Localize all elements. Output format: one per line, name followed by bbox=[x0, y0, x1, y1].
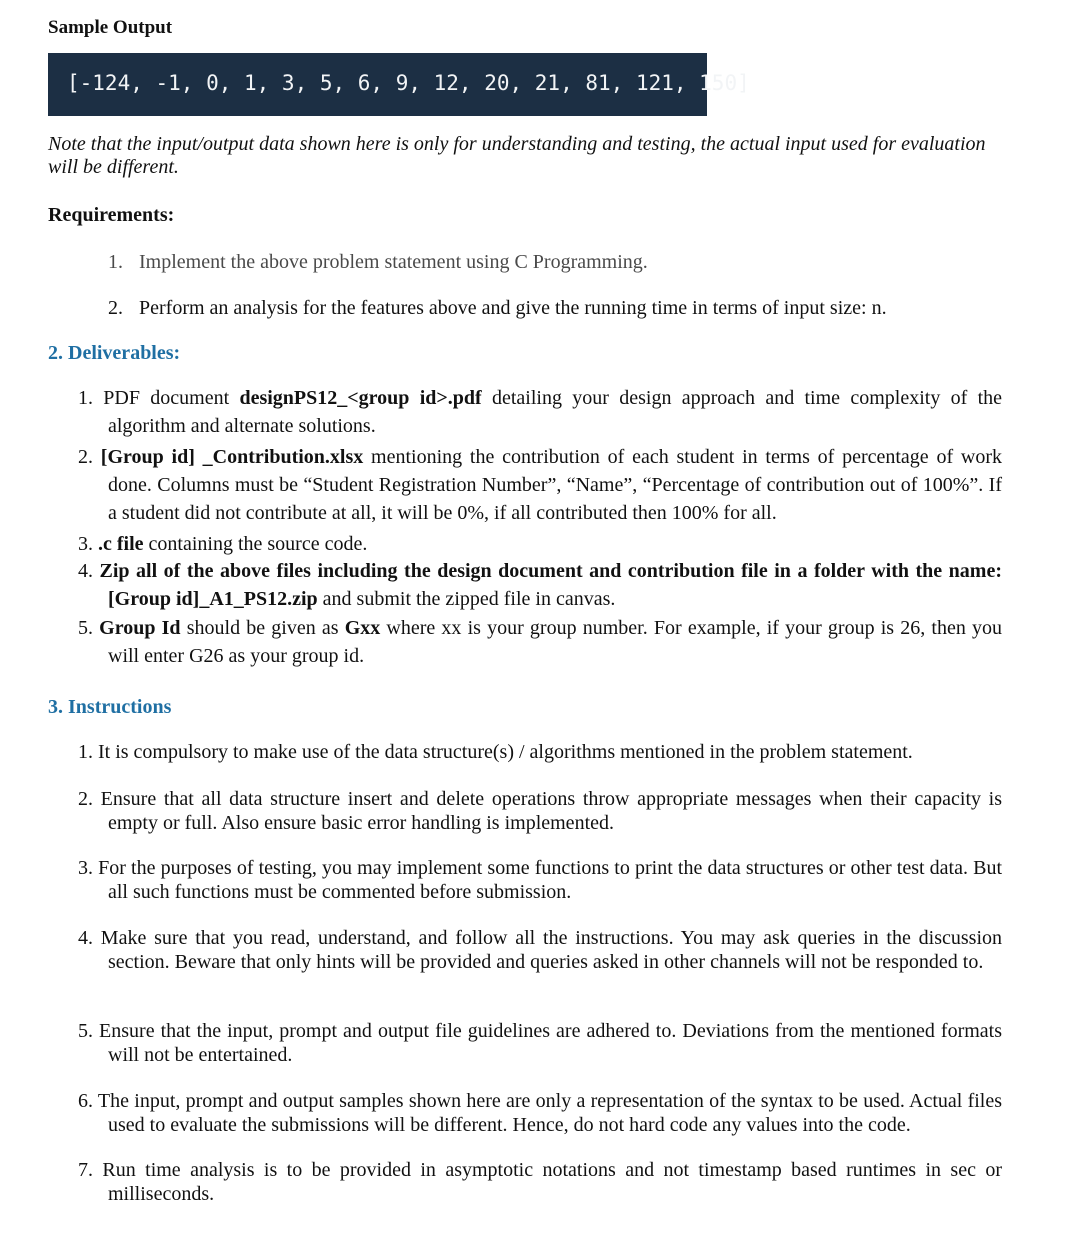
requirement-item bbox=[108, 297, 1008, 320]
item-text: and submit the zipped file in canvas. bbox=[317, 588, 616, 610]
item-bold-text: Gxx bbox=[344, 617, 381, 639]
item-number: 3. bbox=[78, 533, 93, 555]
item-number: 2. bbox=[78, 788, 93, 810]
requirement-number: 1. bbox=[108, 251, 123, 273]
item-text: Ensure that all data structure insert and delete operations throw appropriate messages when their capacity is empty or full. Also ensure basic error handling is implemented. bbox=[100, 788, 1003, 834]
item-bold-text: Group Id bbox=[99, 617, 181, 639]
item-text: containing the source code. bbox=[143, 533, 368, 555]
deliverable-item bbox=[78, 384, 1002, 440]
item-text: should be given as bbox=[180, 617, 345, 639]
item-bold-text: designPS12_<group id>.pdf bbox=[239, 387, 482, 409]
deliverable-item bbox=[78, 443, 1002, 527]
item-number: 5. bbox=[78, 617, 93, 639]
instruction-item bbox=[78, 856, 1002, 904]
item-text: where xx is your group number. For example, if your group is 26, then you will enter G26 as your group id. bbox=[108, 617, 1003, 667]
instruction-item bbox=[78, 1019, 1002, 1067]
instructions-heading: 3. Instructions bbox=[48, 696, 172, 718]
requirement-text: Perform an analysis for the features above and give the running time in terms of input size: n. bbox=[139, 297, 887, 319]
requirement-item bbox=[108, 251, 1008, 274]
item-text: The input, prompt and output samples shown here are only a representation of the syntax to be used. Actual files used to evaluate the submissions will be different. Hence, do not hard code any values into the code. bbox=[97, 1090, 1003, 1136]
sample-output-code-block: [-124, -1, 0, 1, 3, 5, 6, 9, 12, 20, 21, 81, 121, 150] bbox=[48, 53, 707, 116]
instruction-item bbox=[78, 1089, 1002, 1137]
item-number: 2. bbox=[78, 446, 93, 468]
item-number: 1. bbox=[78, 741, 93, 763]
item-number: 4. bbox=[78, 927, 93, 949]
requirement-number: 2. bbox=[108, 297, 123, 319]
item-text: It is compulsory to make use of the data structure(s) / algorithms mentioned in the problem statement. bbox=[98, 741, 913, 763]
item-number: 3. bbox=[78, 857, 93, 879]
item-bold-text: .c file bbox=[98, 533, 144, 555]
requirement-text: Implement the above problem statement using C Programming. bbox=[139, 251, 648, 273]
instruction-item bbox=[78, 787, 1002, 835]
item-text: For the purposes of testing, you may implement some functions to print the data structures or other test data. But all such functions must be commented before submission. bbox=[98, 857, 1002, 903]
instruction-item bbox=[78, 740, 1002, 764]
item-text: Ensure that the input, prompt and output file guidelines are adhered to. Deviations from the mentioned formats will not be entertained. bbox=[99, 1020, 1003, 1066]
instruction-item bbox=[78, 926, 1002, 974]
instruction-item bbox=[78, 1158, 1002, 1206]
item-number: 7. bbox=[78, 1159, 93, 1181]
item-text: Run time analysis is to be provided in asymptotic notations and not timestamp based runtimes in sec or milliseconds. bbox=[102, 1159, 1003, 1205]
item-text: PDF document bbox=[103, 387, 240, 409]
item-text: detailing your design approach and time complexity of the algorithm and alternate solutions. bbox=[108, 387, 1002, 437]
item-number: 5. bbox=[78, 1020, 93, 1042]
item-text: mentioning the contribution of each student in terms of percentage of work done. Columns must be “Student Registration Number”, “Name”, “Percentage of contribution out of 100%”. If a student did not contribute at all, it will be 0%, if all contributed then 100% for all. bbox=[108, 446, 1002, 524]
requirements-heading: Requirements: bbox=[48, 204, 175, 226]
deliverable-item bbox=[78, 557, 1002, 613]
deliverable-item bbox=[78, 530, 1002, 558]
item-bold-text: Zip all of the above files including the design document and contribution file in a folder with the name: [Group id]_A1_PS12.zip bbox=[99, 560, 1002, 610]
evaluation-note: Note that the input/output data shown here is only for understanding and testing, the actual input used for evaluation will be different. bbox=[48, 133, 986, 178]
deliverables-heading: 2. Deliverables: bbox=[48, 342, 181, 364]
item-number: 1. bbox=[78, 387, 93, 409]
deliverable-item bbox=[78, 614, 1002, 670]
sample-output-heading: Sample Output bbox=[48, 17, 173, 38]
item-text: Make sure that you read, understand, and follow all the instructions. You may ask queries in the discussion section. Beware that only hints will be provided and queries asked in other channels will not be responded to. bbox=[100, 927, 1002, 973]
item-number: 4. bbox=[78, 560, 93, 582]
item-number: 6. bbox=[78, 1090, 93, 1112]
item-bold-text: [Group id] _Contribution.xlsx bbox=[100, 446, 364, 468]
